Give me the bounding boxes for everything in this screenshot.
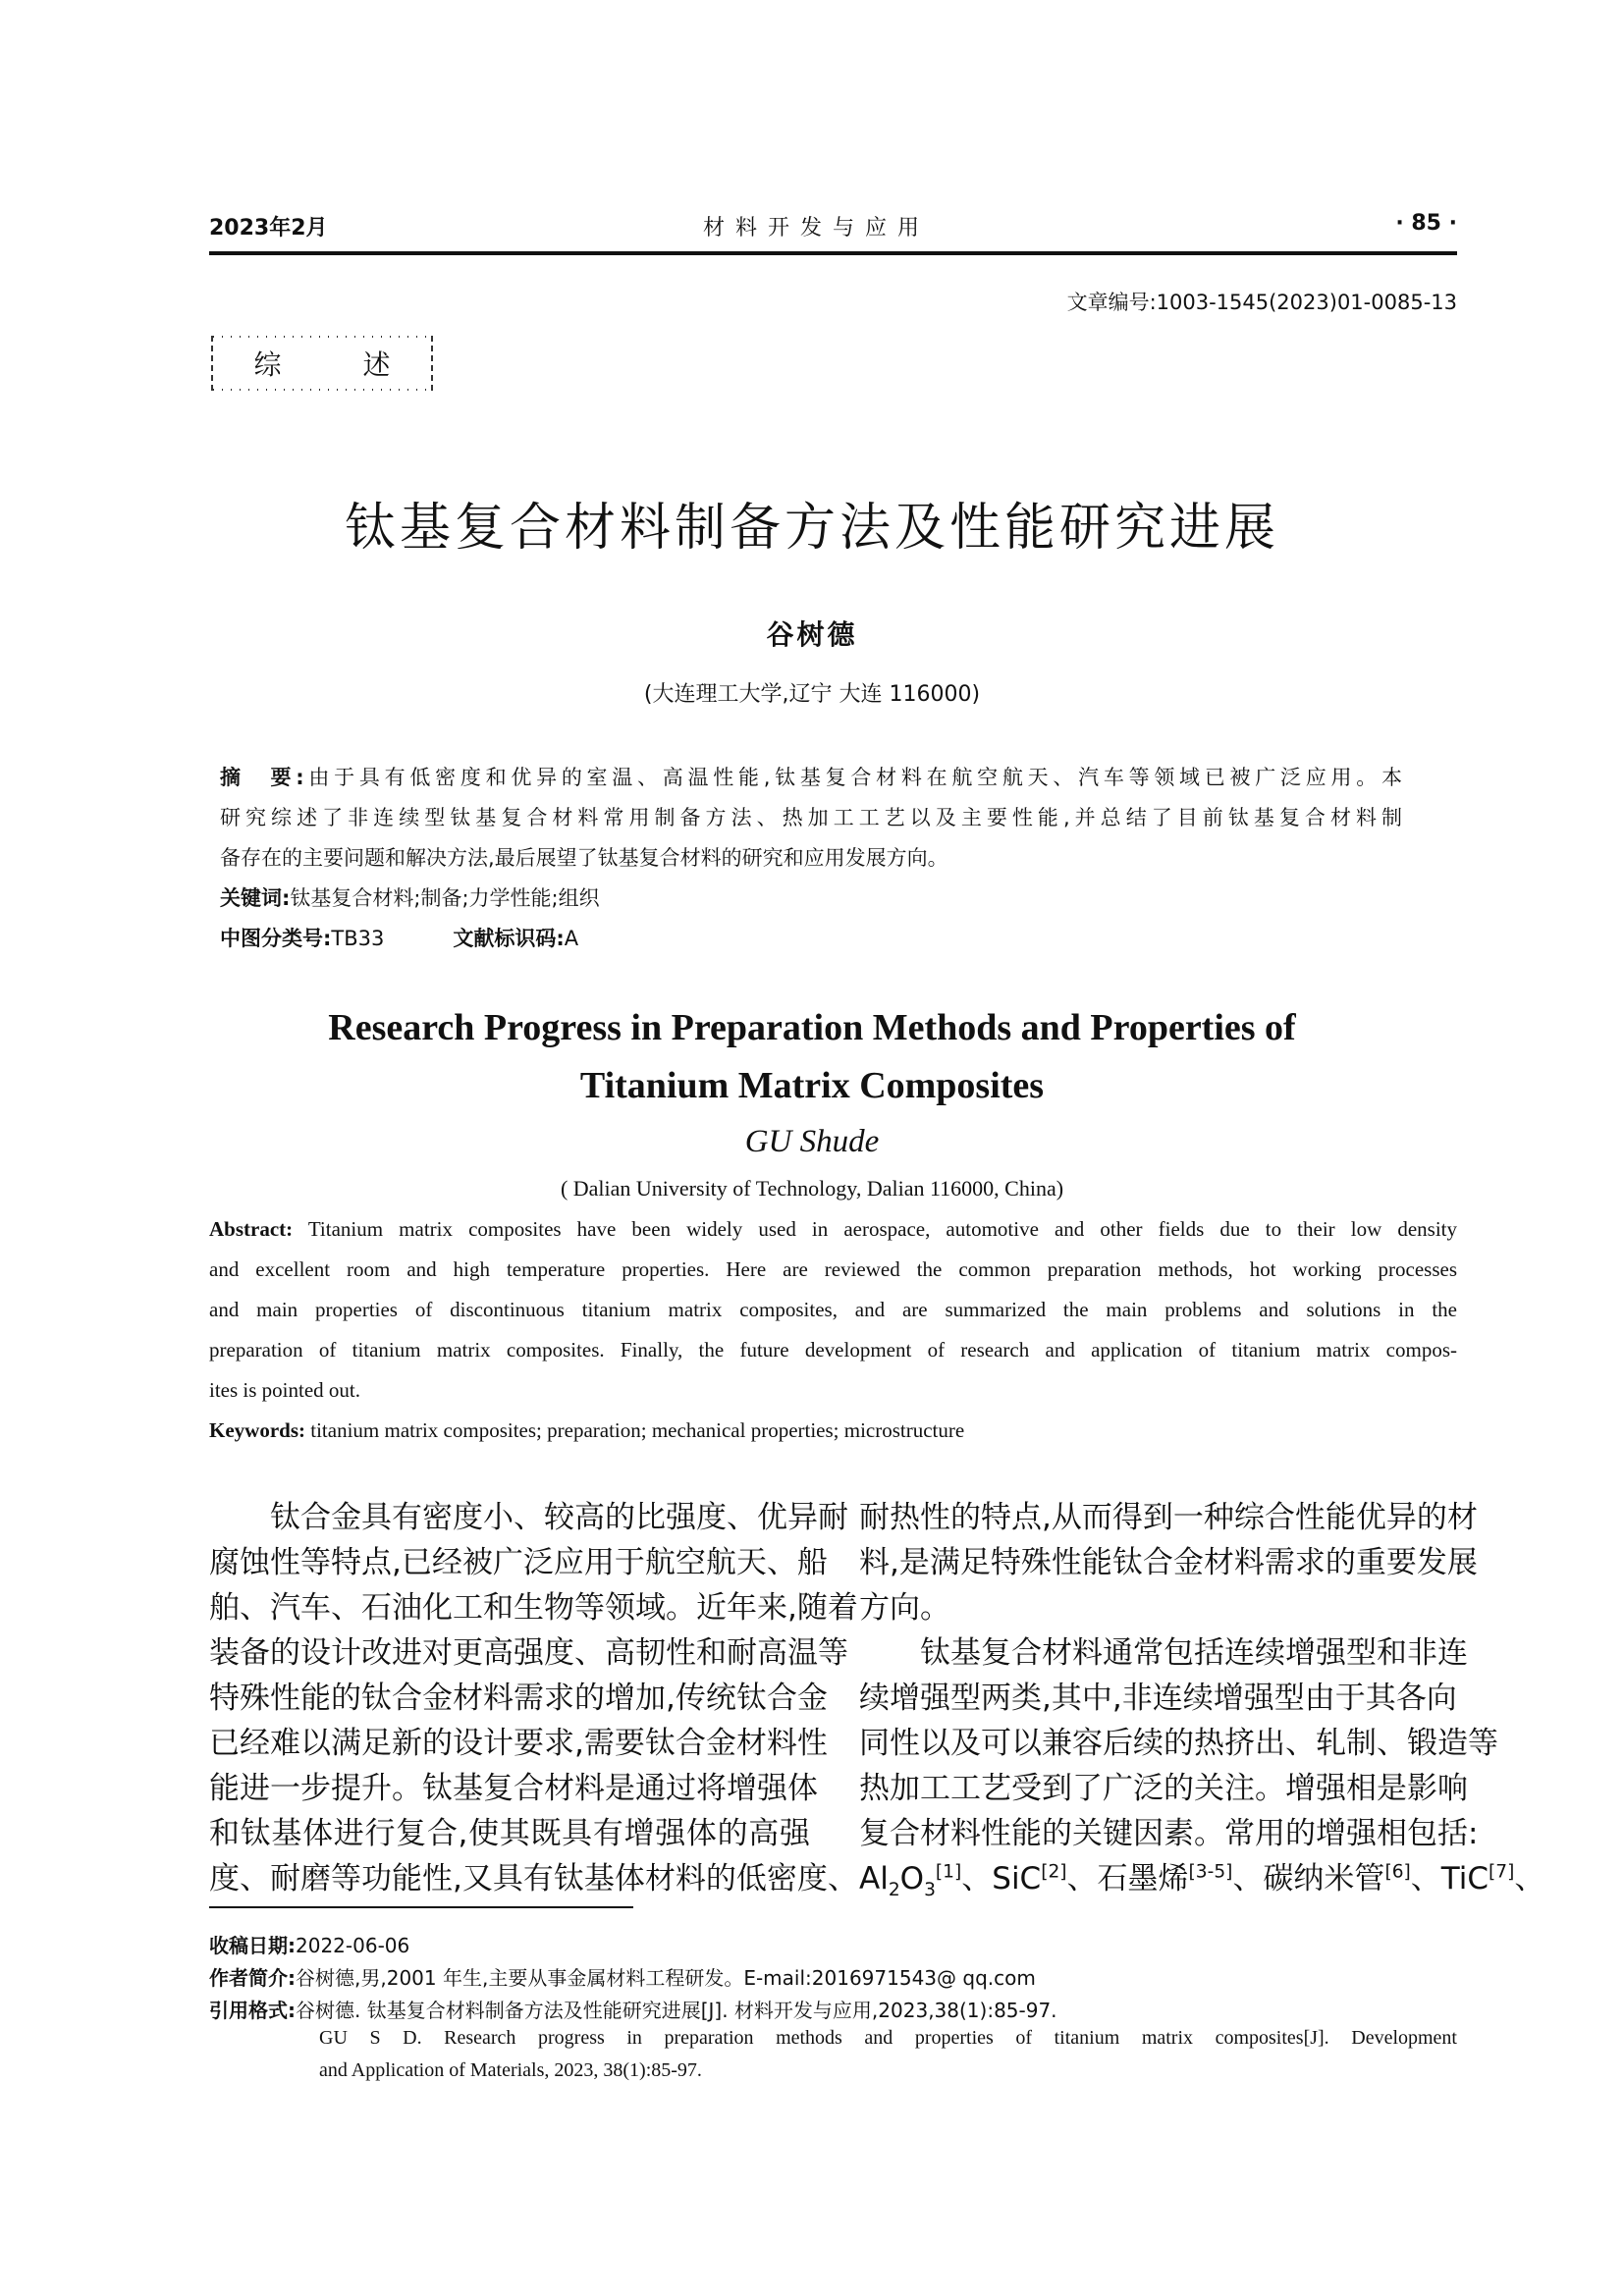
footnote-rule xyxy=(209,1906,633,1908)
body-text-line: 装备的设计改进对更高强度、高韧性和耐高温等 xyxy=(209,1635,848,1671)
abstract-cn-line: 研究综述了非连续型钛基复合材料常用制备方法、热加工工艺以及主要性能,并总结了目前钛基复合材料制 xyxy=(220,806,1402,829)
affiliation-cn: (大连理工大学,辽宁 大连 116000) xyxy=(643,682,981,707)
abstract-en-line: Abstract: Titanium matrix composites have been widely used in aerospace, automotive and other fields due to their low density xyxy=(209,1217,1457,1241)
citation-ref: [6] xyxy=(1384,1861,1411,1883)
article-number: 文章编号:1003-1545(2023)01-0085-13 xyxy=(1066,291,1457,314)
body-text-line: 和钛基体进行复合,使其既具有增强体的高强 xyxy=(209,1816,810,1851)
citation-ref: [2] xyxy=(1041,1861,1067,1883)
body-text-line: 已经难以满足新的设计要求,需要钛合金材料性 xyxy=(209,1726,828,1761)
body-text-line: 度、耐磨等功能性,又具有钛基体材料的低密度、 xyxy=(209,1861,858,1896)
header-journal: 材 料 开 发 与 应 用 xyxy=(703,216,921,240)
citation-en-line: and Application of Materials, 2023, 38(1):85-97. xyxy=(319,2059,702,2081)
formula-text: O xyxy=(899,1861,925,1896)
header-page-number: · 85 · xyxy=(1395,211,1457,236)
body-text-line: 方向。 xyxy=(859,1590,950,1626)
formula-text: 2 xyxy=(888,1880,900,1901)
received-date: 收稿日期:2022-06-06 xyxy=(209,1934,410,1957)
abstract-cn-line: 摘 要:由于具有低密度和优异的室温、高温性能,钛基复合材料在航空航天、汽车等领域已被广泛应用。本 xyxy=(220,766,1403,789)
body-text-line: 料,是满足特殊性能钛合金材料需求的重要发展 xyxy=(859,1545,1478,1580)
body-text-line: 腐蚀性等特点,已经被广泛应用于航空航天、船 xyxy=(209,1545,828,1580)
abstract-en-line: and main properties of discontinuous titanium matrix composites, and are summarized the main problems and solutions in the xyxy=(209,1298,1457,1321)
citation-en-line: GU S D. Research progress in preparation methods and properties of titanium matrix composites[J]. Development xyxy=(319,2027,1457,2049)
body-text-line: 耐热性的特点,从而得到一种综合性能优异的材 xyxy=(859,1500,1478,1535)
header-rule xyxy=(209,251,1457,255)
formula-text: 、 xyxy=(1514,1861,1545,1896)
keywords-cn: 关键词:钛基复合材料;制备;力学性能;组织 xyxy=(220,886,600,910)
body-text-line: 钛基复合材料通常包括连续增强型和非连 xyxy=(859,1635,1468,1671)
citation-cn: 引用格式:谷树德. 钛基复合材料制备方法及性能研究进展[J]. 材料开发与应用,2023,38(1):85-97. xyxy=(209,1999,1057,2022)
abstract-cn-line: 备存在的主要问题和解决方法,最后展望了钛基复合材料的研究和应用发展方向。 xyxy=(220,846,948,870)
affiliation-en: ( Dalian University of Technology, Dalian 116000, China) xyxy=(560,1176,1064,1201)
abstract-en-line: and excellent room and high temperature properties. Here are reviewed the common preparation methods, hot working processes xyxy=(209,1257,1457,1281)
formula-text: 、碳纳米管 xyxy=(1232,1861,1385,1896)
author-en: GU Shude xyxy=(744,1124,880,1159)
body-text-line: 舶、汽车、石油化工和生物等领域。近年来,随着 xyxy=(209,1590,858,1626)
formula-text: 、TiC xyxy=(1410,1861,1489,1896)
body-text-line: 热加工工艺受到了广泛的关注。增强相是影响 xyxy=(859,1771,1468,1806)
header-date: 2023年2月 xyxy=(209,216,328,240)
body-text-line: 特殊性能的钛合金材料需求的增加,传统钛合金 xyxy=(209,1681,828,1716)
section-tag-char: 综 xyxy=(253,348,282,381)
formula-text: Al xyxy=(859,1861,889,1896)
keywords-en: Keywords: titanium matrix composites; preparation; mechanical properties; microstructure xyxy=(209,1418,965,1442)
abstract-en-line: ites is pointed out. xyxy=(209,1378,360,1402)
citation-ref: [1] xyxy=(935,1861,962,1883)
author-cn: 谷树德 xyxy=(766,618,858,651)
title-en-line: Research Progress in Preparation Methods and Properties of xyxy=(328,1007,1296,1048)
citation-ref: [7] xyxy=(1489,1861,1515,1883)
body-text-line: 续增强型两类,其中,非连续增强型由于其各向 xyxy=(859,1681,1457,1716)
formula-text: 、石墨烯 xyxy=(1066,1861,1189,1896)
body-text-line: 钛合金具有密度小、较高的比强度、优异耐 xyxy=(209,1500,848,1535)
abstract-en-line: preparation of titanium matrix composites. Finally, the future development of research and application of titanium matrix compos- xyxy=(209,1338,1457,1362)
author-bio: 作者简介:谷树德,男,2001 年生,主要从事金属材料工程研发。E-mail:2016971543@ qq.com xyxy=(209,1966,1036,1990)
title-en-line: Titanium Matrix Composites xyxy=(579,1065,1045,1106)
formula-text: 、SiC xyxy=(961,1861,1042,1896)
body-text-line: 能进一步提升。钛基复合材料是通过将增强体 xyxy=(209,1771,818,1806)
section-tag-char: 述 xyxy=(362,348,391,381)
title-cn: 钛基复合材料制备方法及性能研究进展 xyxy=(344,499,1279,558)
body-text-line: 复合材料性能的关键因素。常用的增强相包括: xyxy=(859,1816,1479,1851)
formula-text: 3 xyxy=(924,1880,936,1901)
abstract-cn-label: 摘 要: xyxy=(220,766,304,789)
body-text-line: 同性以及可以兼容后续的热挤出、轧制、锻造等 xyxy=(859,1726,1498,1761)
citation-ref: [3-5] xyxy=(1188,1861,1233,1883)
body-text-line-formulas xyxy=(859,1853,1545,1901)
section-tag-review xyxy=(211,336,433,391)
classification-cn: 中图分类号:TB33 文献标识码:A xyxy=(220,927,579,950)
